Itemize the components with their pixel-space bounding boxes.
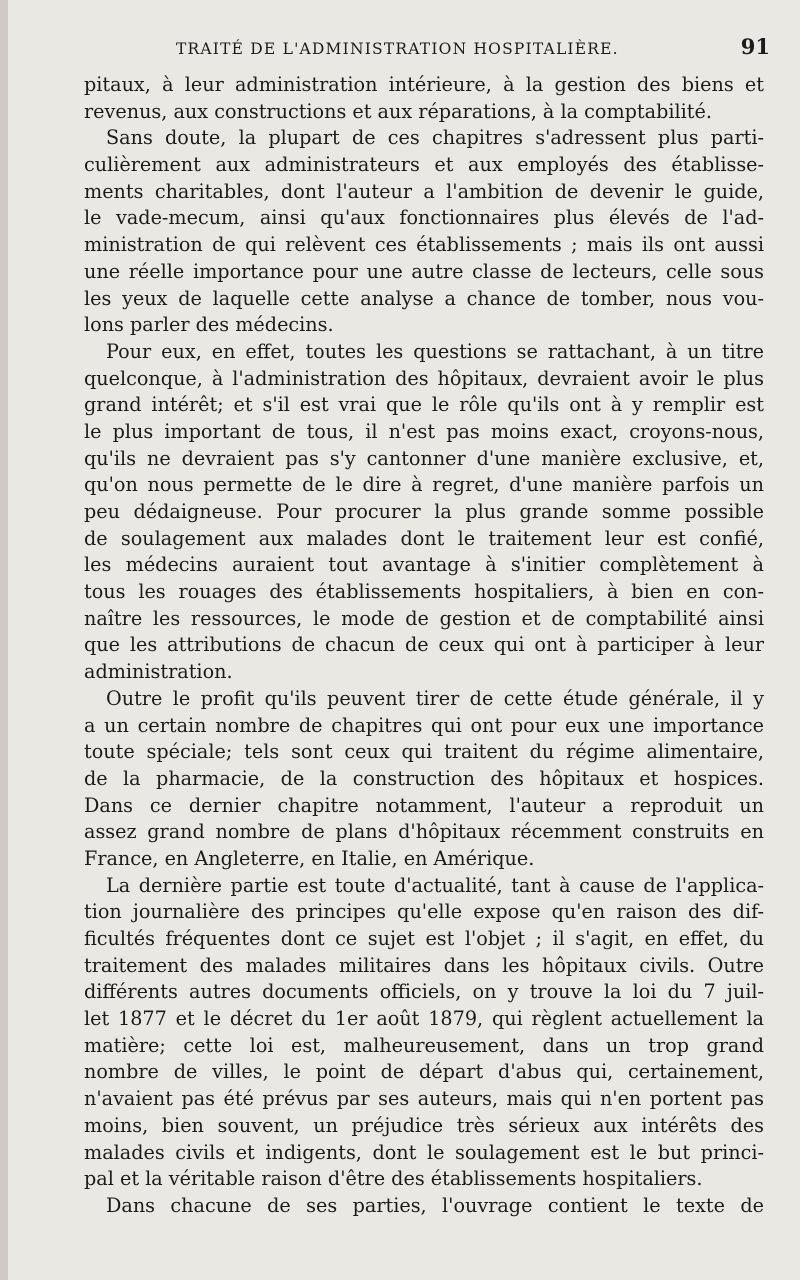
text-line: a un certain nombre de chapitres qui ont pour eux une importance (84, 713, 764, 737)
text-line: assez grand nombre de plans d'hôpitaux récemment construits en (84, 820, 764, 844)
text-line: lons parler des médecins. (84, 313, 334, 337)
body-text (84, 72, 764, 1220)
text-line: Pour eux, en effet, toutes les questions se rattachant, à un titre (106, 339, 764, 363)
text-line: les médecins auraient tout avantage à s'initier complètement à (84, 553, 764, 577)
running-title: TRAITÉ DE L'ADMINISTRATION HOSPITALIÈRE. (176, 40, 619, 58)
text-line: Dans chacune de ses parties, l'ouvrage contient le texte de (106, 1193, 764, 1217)
text-line: culièrement aux administrateurs et aux employés des établisse- (84, 153, 764, 177)
text-line: les yeux de laquelle cette analyse a chance de tomber, nous vou- (84, 286, 764, 310)
text-line: La dernière partie est toute d'actualité, tant à cause de l'applica- (106, 873, 764, 897)
text-line: pitaux, à leur administration intérieure, à la gestion des biens et (84, 73, 764, 96)
text-line: ments charitables, dont l'auteur a l'ambition de devenir le guide, (84, 179, 764, 203)
text-line: pal et la véritable raison d'être des établissements hospitaliers. (84, 1167, 703, 1191)
text-line: quelconque, à l'administration des hôpitaux, devraient avoir le plus (84, 366, 764, 390)
text-line: n'avaient pas été prévus par ses auteurs, mais qui n'en portent pas (84, 1087, 764, 1111)
text-line: administration. (84, 660, 233, 684)
text-line: peu dédaigneuse. Pour procurer la plus grande somme possible (84, 500, 764, 523)
text-line: ministration de qui relèvent ces établissements ; mais ils ont aussi (84, 233, 764, 257)
page-header (176, 34, 770, 58)
text-line: grand intérêt; et s'il est vrai que le rôle qu'ils ont à y remplir est (84, 393, 764, 417)
text-line: une réelle importance pour une autre classe de lecteurs, celle sous (84, 259, 764, 283)
text-line: matière; cette loi est, malheureusement, dans un trop grand (84, 1033, 764, 1057)
text-line: Dans ce dernier chapitre notamment, l'auteur a reproduit un (84, 793, 764, 817)
text-line: qu'on nous permette de le dire à regret, d'une manière parfois un (84, 473, 764, 497)
text-line: le vade-mecum, ainsi qu'aux fonctionnaires plus élevés de l'ad- (84, 206, 764, 230)
text-line: toute spéciale; tels sont ceux qui traitent du régime alimentaire, (84, 740, 764, 764)
text-line: malades civils et indigents, dont le soulagement est le but princi- (84, 1140, 764, 1164)
text-line: Outre le profit qu'ils peuvent tirer de cette étude générale, il y (106, 686, 764, 710)
text-line: le plus important de tous, il n'est pas moins exact, croyons-nous, (84, 419, 764, 443)
text-line: traitement des malades militaires dans les hôpitaux civils. Outre (84, 953, 764, 977)
text-line: de la pharmacie, de la construction des hôpitaux et hospices. (84, 766, 764, 790)
text-line: revenus, aux constructions et aux réparations, à la comptabilité. (84, 99, 712, 123)
text-line: moins, bien souvent, un préjudice très sérieux aux intérêts des (84, 1113, 764, 1137)
text-line: let 1877 et le décret du 1er août 1879, qui règlent actuellement la (84, 1007, 764, 1031)
page-gutter (0, 0, 8, 1280)
page-number: 91 (740, 34, 770, 59)
text-line: Sans doute, la plupart de ces chapitres s'adressent plus parti- (106, 126, 764, 150)
text-line: ficultés fréquentes dont ce sujet est l'objet ; il s'agit, en effet, du (84, 927, 764, 950)
text-line: différents autres documents officiels, on y trouve la loi du 7 juil- (84, 980, 764, 1004)
text-line: tous les rouages des établissements hospitaliers, à bien en con- (84, 580, 764, 604)
text-line: tion journalière des principes qu'elle expose qu'en raison des dif- (84, 900, 764, 924)
text-line: que les attributions de chacun de ceux qui ont à participer à leur (84, 633, 764, 657)
text-line: France, en Angleterre, en Italie, en Amérique. (84, 846, 535, 870)
text-line: de soulagement aux malades dont le traitement leur est confié, (84, 526, 764, 550)
text-line: qu'ils ne devraient pas s'y cantonner d'une manière exclusive, et, (84, 446, 764, 470)
text-line: nombre de villes, le point de départ d'abus qui, certainement, (84, 1060, 764, 1084)
text-line: naître les ressources, le mode de gestion et de comptabilité ainsi (84, 606, 764, 630)
